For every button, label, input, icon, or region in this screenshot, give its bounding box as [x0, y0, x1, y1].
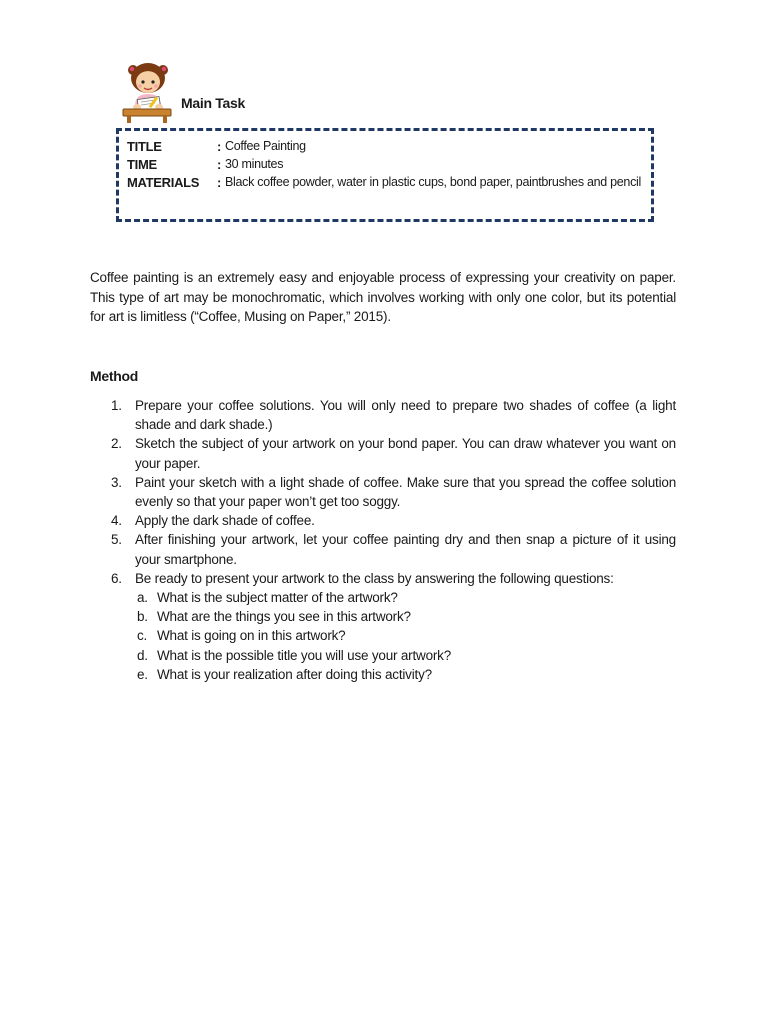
main-task-heading: Main Task: [181, 95, 245, 111]
girl-writing-icon: [121, 60, 173, 124]
time-label: TIME: [127, 157, 157, 172]
question-text: What is the subject matter of the artwork?: [157, 590, 398, 606]
step-number: 1.: [111, 398, 122, 413]
step-text: Sketch the subject of your artwork on your bond paper. You can draw whatever you want on your paper.: [135, 436, 676, 471]
title-label: TITLE: [127, 139, 162, 154]
question-text: What is the possible title you will use your artwork?: [157, 647, 452, 663]
materials-value-main: Black coffee powder, water in plastic cups, bond paper, paintbrushes and: [225, 175, 607, 189]
question-text: What is your realization after doing this activity?: [157, 666, 432, 682]
question-letter: b.: [137, 609, 148, 625]
question-letter: a.: [137, 590, 148, 606]
method-step: [0, 473, 676, 511]
title-value: Coffee Painting: [225, 139, 306, 153]
step-text: Be ready to present your artwork to the class by answering the following questions:: [135, 570, 614, 586]
intro-paragraph: Coffee painting is an extremely easy and enjoyable process of expressing your creativity on paper. This type of art may be monochromatic, which involves working with only one color, but its potential for art is limitless (“Coffee, Musing on Paper,” 2015).: [90, 270, 676, 324]
method-steps-list: [0, 396, 768, 684]
question-text: What are the things you see in this artwork?: [157, 609, 411, 625]
task-info-box: [116, 128, 654, 222]
time-value: 30 minutes: [225, 157, 284, 171]
time-separator: :: [217, 157, 222, 172]
question-item: [135, 665, 676, 684]
question-item: [135, 646, 676, 665]
step-text: After finishing your artwork, let your coffee painting dry and then snap a picture of it using your smartphone.: [135, 532, 676, 567]
question-letter: c.: [137, 628, 148, 644]
question-letter: d.: [137, 647, 148, 663]
method-step: [0, 434, 676, 472]
question-list: [135, 588, 676, 684]
materials-separator: :: [217, 175, 222, 190]
question-item: [135, 607, 676, 626]
materials-value: [225, 175, 641, 189]
method-step: [0, 530, 676, 568]
materials-value-end: pencil: [610, 175, 641, 189]
question-text: What is going on in this artwork?: [157, 628, 346, 644]
question-item: [135, 588, 676, 607]
method-step: [0, 396, 676, 434]
question-letter: e.: [137, 666, 148, 682]
step-text: Prepare your coffee solutions. You will only need to prepare two shades of coffee (a light shade and dark shade.): [135, 398, 676, 433]
step-text: Paint your sketch with a light shade of coffee. Make sure that you spread the coffee solution evenly so that your paper won’t get too soggy.: [135, 474, 676, 510]
step-number: 4.: [111, 513, 122, 529]
step-number: 5.: [111, 532, 122, 548]
materials-label: MATERIALS: [127, 175, 200, 190]
method-step: [0, 511, 676, 530]
question-item: [135, 626, 676, 645]
method-heading: Method: [90, 368, 138, 384]
step-number: 6.: [111, 570, 122, 586]
step-number: 3.: [111, 474, 122, 490]
method-step: [0, 569, 676, 684]
step-number: 2.: [111, 436, 122, 452]
title-separator: :: [217, 139, 222, 154]
step-text: Apply the dark shade of coffee.: [135, 513, 315, 529]
